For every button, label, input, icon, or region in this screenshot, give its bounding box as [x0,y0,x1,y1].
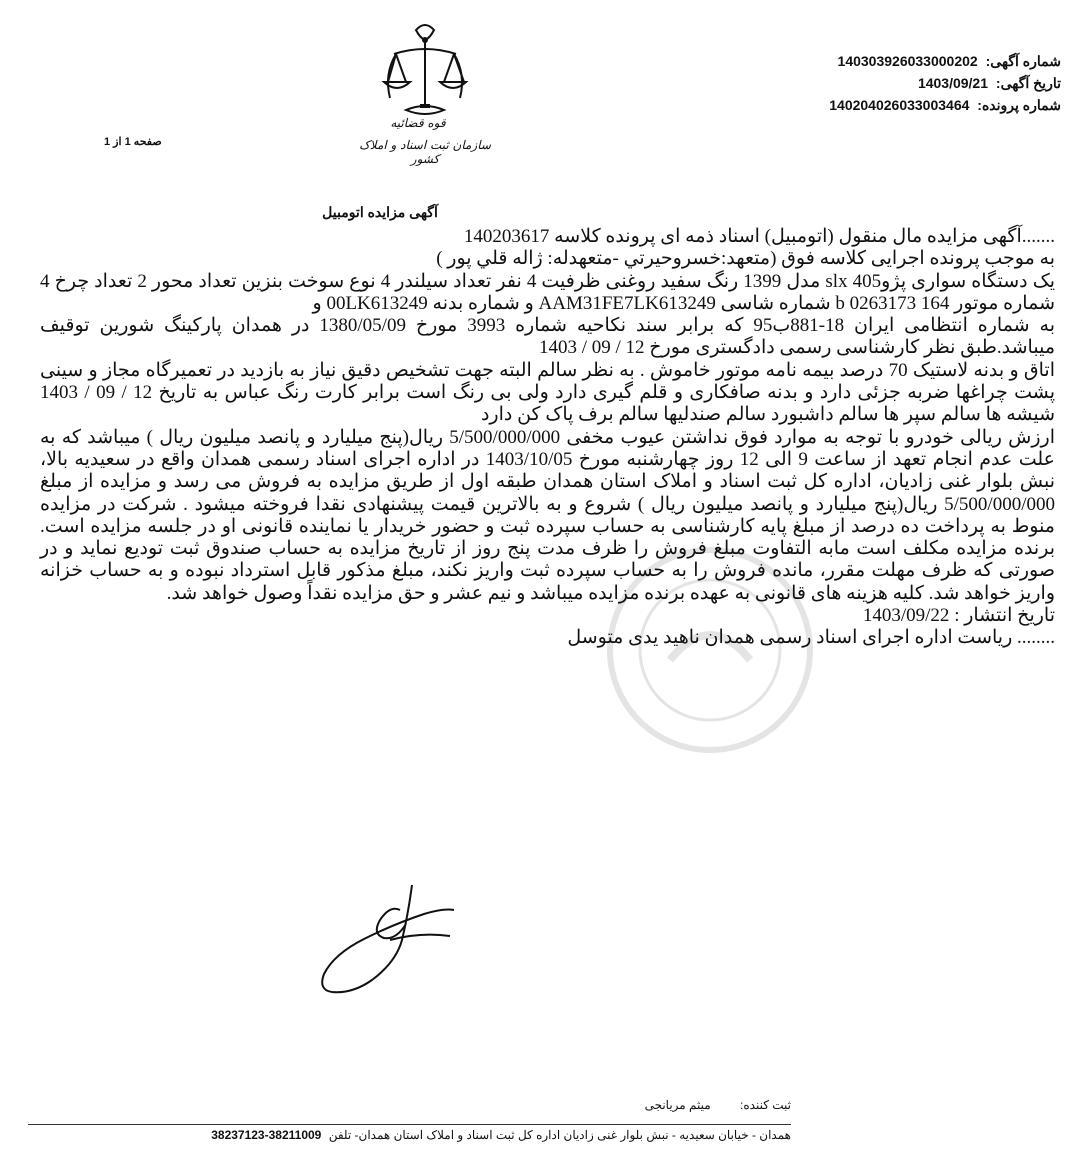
notice-number: 140303926033000202 [837,53,978,69]
handwritten-signature-icon [300,880,470,1000]
notice-metadata [829,50,1061,116]
issuer-line: ........ ریاست اداره اجرای اسناد رسمی همدان ناهید یدی متوسل [567,627,1055,649]
notice-number-label: شماره آگهی: [985,53,1061,69]
condition-paragraph: اتاق و بدنه لاستیک 70 درصد بیمه نامه موتور خاموش . به نظر سالم البته جهت تشخیص دقیق نیاز به بازدید در تعمیرگاه مجاز و سینی پشت چراغها ضربه جزئی دارد و بدنه صافکاری و قلم گیری دارد ولی بی رنگ است برابر کارت رنگ عباس به تاریخ 12 / 09 / 1403 شیشه ها سالم سپر ها سالم داشبورد سالم صندلیها سالم برف پاک کن دارد [40,359,1056,426]
notice-date: 1403/09/21 [917,75,989,91]
organization-text: سازمان ثبت اسناد و املاک کشور [359,138,491,166]
notice-body [40,226,1055,650]
judiciary-emblem [350,18,500,166]
case-number: 140204026033003464 [829,97,970,113]
vehicle-specs-paragraph: یک دستگاه سواری پژو405 slx مدل 1399 رنگ سفید روغنی ظرفیت 4 نفر تعداد سیلندر 4 نوع سوخت بنزین تعداد محور 2 تعداد چرخ 4 شماره موتور 164 0263173 b شماره شاسی AAM31FE7LK613249 و شماره بدنه 00LK613249 و [40,270,1056,314]
footer-phones: 38237123-38211009 [211,1128,322,1142]
notice-number-row [829,50,1061,72]
page-number: صفحه 1 از 1 [104,136,162,148]
footer-address-line [211,1128,791,1142]
registrar-name: میثم مریانجی [644,1098,711,1112]
publish-date: تاریخ انتشار : 1403/09/22 [862,605,1055,627]
page-title: آگهی مزایده اتومبیل [322,204,438,220]
case-number-label: شماره پرونده: [977,97,1061,113]
footer-address: همدان - خیابان سعیدیه - نبش بلوار غنی زادیان اداره کل ثبت اسناد و املاک استان همدان- تلفن [328,1128,791,1142]
registrar-label: ثبت کننده: [740,1098,791,1112]
notice-date-row [829,72,1061,94]
registrar-line [645,1098,791,1112]
auction-terms-paragraph: ارزش ریالی خودرو با توجه به موارد فوق نداشتن عیوب مخفی 5/500/000/000 ریال(پنج میلیارد و پانصد میلیون ریال ) میباشد که به علت عدم انجام تعهد از ساعت 9 الی 12 روز چهارشنبه مورخ 1403/10/05 در اداره اجرای اسناد رسمی همدان واقع در سعیدیه بالا، نبش بلوار غنی زادیان، اداره کل ثبت اسناد و املاک استان همدان طبقه اول از طریق مزایده به فروش می رسد و مزایده از مبلغ 5/500/000/000 ریال(پنج میلیارد و پانصد میلیون ریال ) شروع و به بالاترین قیمت پیشنهادی نقدا فروخته میشود . شرکت در مزایده منوط به پرداخت ده درصد از مبلغ پایه کارشناسی به حساب سپرده ثبت و حضور خریدار یا نماینده قانونی او در جلسه مزایده است. برنده مزایده مکلف است مابه التفاوت مبلغ فروش را ظرف مدت پنج روز از تاریخ مزایده به حساب صندوق ثبت تودیع نماید و در صورتی که ظرف مهلت مقرر، مانده فروش را به حساب سپرده ثبت واریز نکند، مبلغ مذکور قابل استرداد نبوده و به حساب خزانه واریز خواهد شد. کلیه هزینه های قانونی به عهده برنده مزایده میباشد و نیم عشر و حق مزایده نقداً وصول خواهد شد. [40,426,1055,604]
case-number-row [829,94,1061,116]
notice-date-label: تاریخ آگهی: [995,75,1061,91]
parties-line: به موجب پرونده اجرایی کلاسه فوق (متعهد:خسروحیرتي -متعهدله: ژاله قلي پور ) [436,248,1055,270]
judiciary-text: قوه قضائیه [390,116,446,130]
footer-divider [28,1124,791,1125]
case-class-line: .......آگهی مزایده مال منقول (اتومبیل) اسناد ذمه ای پرونده کلاسه 140203617 [463,226,1055,247]
plate-and-seizure-paragraph: به شماره انتظامی ایران 18-881ب95 که برابر سند نکاحیه شماره 3993 مورخ 1380/05/09 در همدان پارکینگ شورین توقیف میباشد.طبق نظر کارشناسی رسمی دادگستری مورخ 12 / 09 / 1403 [40,315,1055,359]
